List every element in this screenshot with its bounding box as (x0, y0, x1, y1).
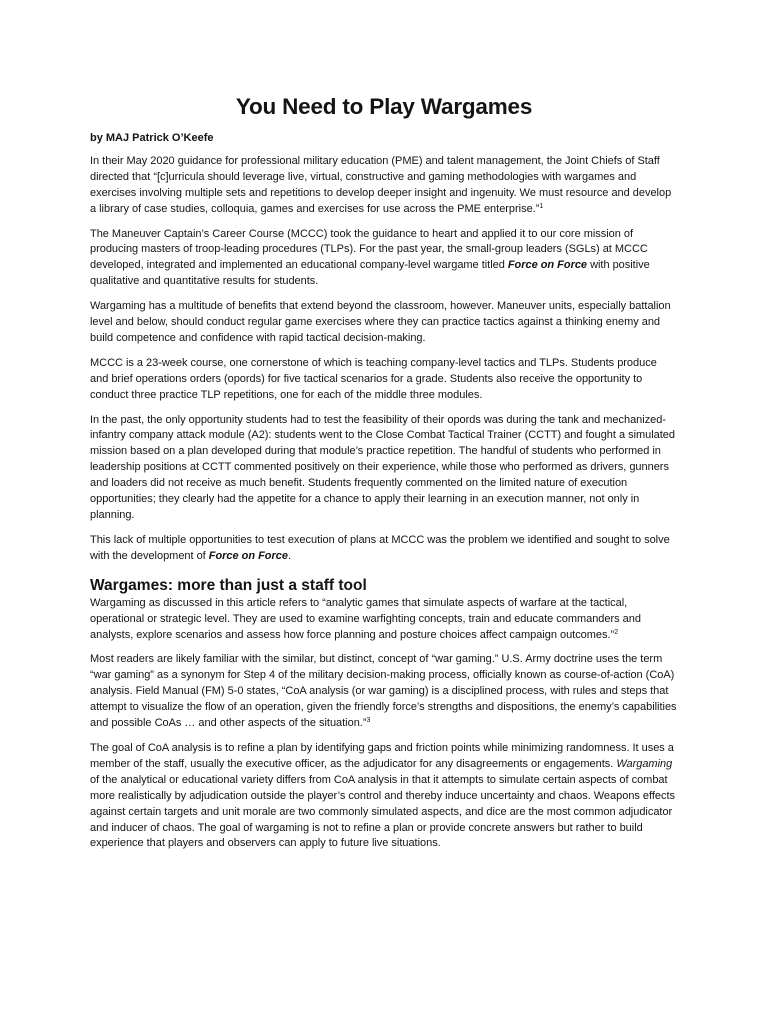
paragraph-8 (90, 652, 678, 732)
game-title-emphasis: Force on Force (208, 549, 288, 562)
paragraph-text: with positive qualitative and quantitative results for students. (90, 259, 650, 288)
paragraph-text: This lack of multiple opportunities to test execution of plans at MCCC was the problem we identified and sought to solve with the development of (90, 533, 670, 562)
article-byline: by MAJ Patrick O’Keefe (90, 131, 214, 144)
article-page (90, 94, 678, 861)
paragraph-text: . (287, 549, 291, 562)
game-title-emphasis: Force on Force (507, 259, 588, 272)
paragraph-3: Wargaming has a multitude of benefits that extend beyond the classroom, however. Maneuver units, especially battalion level and below, should conduct regular game exercises where they can practice tactics against a thinking enemy and build competence and confidence with rapid tactical decision-making. (90, 300, 671, 344)
paragraph-2 (90, 227, 678, 291)
paragraph-4: MCCC is a 23-week course, one cornerstone of which is teaching company-level tactics and TLPs. Students produce and brief operations orders (opords) for five tactical scenarios for a grade. Students also receive the opportunity to conduct three practice TLP repetitions, one for each of the middle three modules. (90, 356, 657, 401)
paragraph-text: Wargaming as discussed in this article refers to “analytic games that simulate aspects of warfare at the tactical, operational or strategic level. They are used to examine warfighting concepts, train and educate commanders and analysts, explore scenarios and assess how force planning and posture choices affect campaign outcomes.” (90, 596, 641, 641)
footnote-ref-3: 3 (366, 717, 371, 725)
footnote-ref-2: 2 (614, 628, 619, 636)
wargaming-emphasis: Wargaming (616, 757, 673, 770)
paragraph-text: of the analytical or educational variety differs from CoA analysis in that it attempts to simulate certain aspects of combat more realistically by adjudication outside the player’s control and thereby induce uncertainty and chaos. Weapons effects against certain targets and unit morale are two commonly simulated aspects, and dice are the most common adjudicator and inducer of chaos. The goal of wargaming is not to refine a plan or provide concrete answers but rather to build experience that players and observers can apply to future live situations. (90, 773, 676, 850)
paragraph-6 (90, 533, 678, 565)
paragraph-1 (90, 154, 678, 218)
paragraph-5: In the past, the only opportunity students had to test the feasibility of their opords was during the tank and mechanized-infantry company attack module (A2): students went to the Close Combat Tactical Trainer (CCTT) and fought a simulated mission based on a plan developed during that module’s practice repetition. The handful of students who performed in leadership positions at CCTT commented positively on their experience, while those who performed as drivers, gunners and loaders did not receive as much benefit. Students frequently commented on the limited nature of execution opportunities; they clearly had the appetite for a chance to apply their learning in an execution manner, not only in planning. (90, 413, 676, 521)
paragraph-text: In their May 2020 guidance for professional military education (PME) and talent management, the Joint Chiefs of Staff directed that “[c]urricula should leverage live, virtual, constructive and gaming methodologies with wargames and exercises involving multiple sets and repetitions to develop deeper insight and ingenuity. We must resource and develop a library of case studies, colloquia, games and exercises for use across the PME enterprise.” (90, 154, 672, 215)
paragraph-text: The Maneuver Captain’s Career Course (MCCC) took the guidance to heart and applied it to our core mission of producing masters of troop-leading procedures (TLPs). For the past year, the small-group leaders (SGLs) at MCCC developed, integrated and implemented an educational company-level wargame titled (90, 227, 648, 272)
paragraph-text: Most readers are likely familiar with the similar, but distinct, concept of “war gaming.” U.S. Army doctrine uses the term “war gaming” as a synonym for Step 4 of the military decision-making process, officially known as course-of-action (CoA) analysis. Field Manual (FM) 5-0 states, “CoA analysis (or war gaming) is a disciplined process, with rules and steps that attempt to visualize the flow of an operation, given the friendly force’s strengths and dispositions, the enemy’s capabilities and possible CoAs … and other aspects of the situation.” (90, 653, 677, 730)
paragraph-9 (90, 741, 678, 852)
paragraph-text: The goal of CoA analysis is to refine a plan by identifying gaps and friction points while minimizing randomness. It uses a member of the staff, usually the executive officer, as the adjudicator for any disagreements or engagements. (90, 741, 674, 770)
footnote-ref-1: 1 (539, 202, 544, 210)
article-title: You Need to Play Wargames (235, 94, 533, 119)
paragraph-7 (90, 596, 678, 644)
section-heading: Wargames: more than just a staff tool (90, 576, 367, 594)
